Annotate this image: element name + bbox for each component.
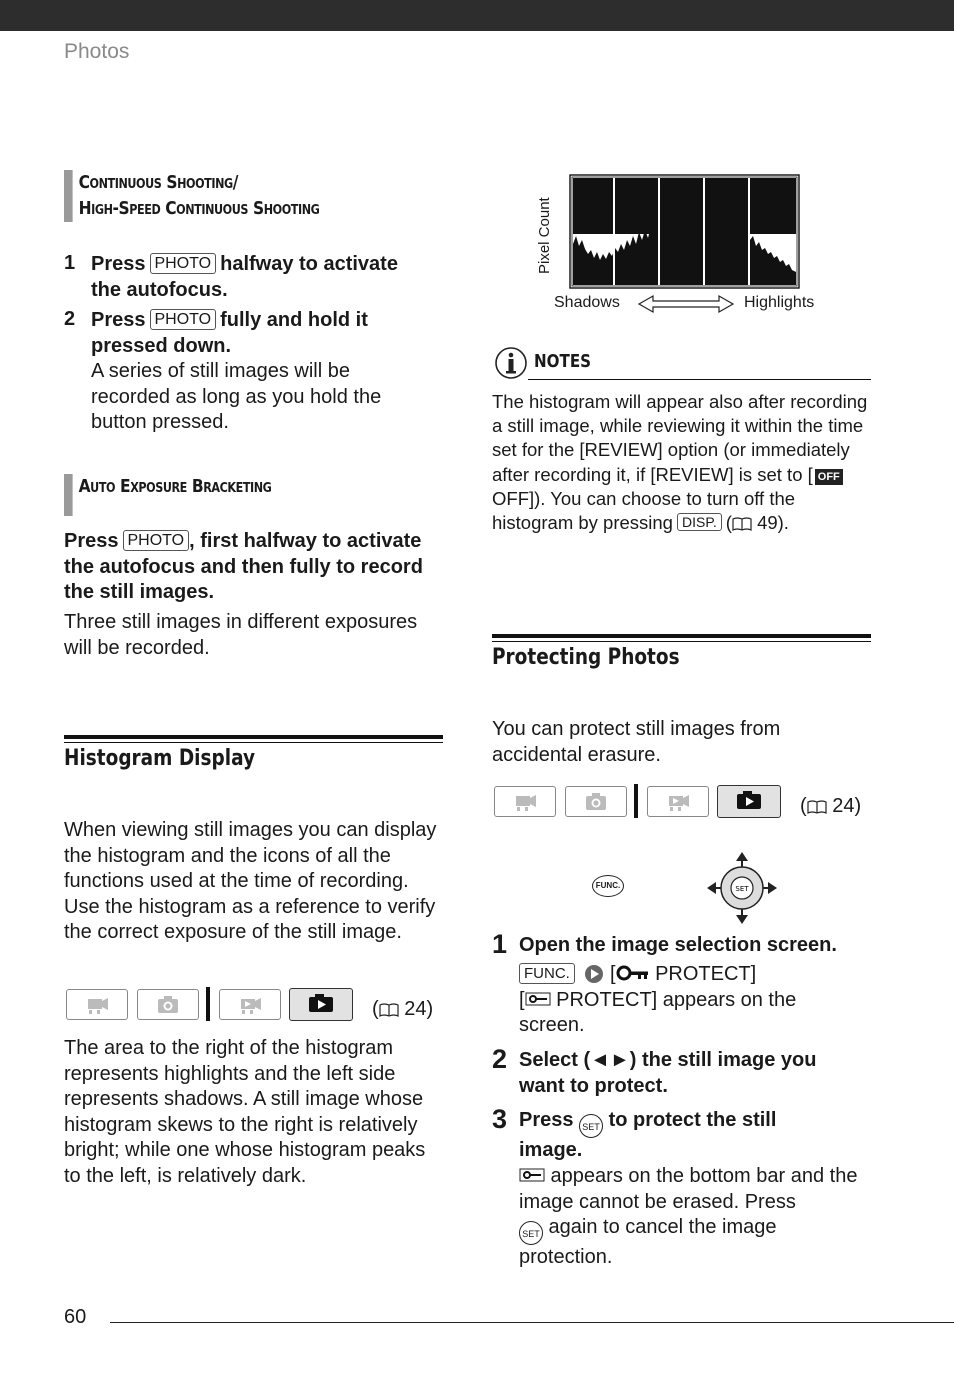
page-number: 60 [64, 1306, 87, 1328]
mode-separator [206, 987, 210, 1021]
aeb-press: Press [64, 530, 119, 552]
photo-record-mode-icon [565, 786, 627, 817]
movie-play-mode-icon [647, 786, 709, 817]
step-number: 1 [492, 929, 508, 959]
set-label: SET [735, 885, 749, 893]
notes-text [492, 390, 872, 535]
step-text: [ [519, 988, 525, 1011]
photo-record-mode-icon [137, 989, 199, 1020]
step-press: Press [91, 309, 146, 331]
func-button-icon: FUNC. [592, 875, 624, 897]
continuous-shooting-heading [64, 170, 319, 222]
top-bar [0, 0, 954, 31]
notes-text-part: ). [777, 512, 789, 534]
histogram-highlights-label: Highlights [744, 294, 815, 311]
step-text: appears on the bottom bar and the image cannot be erased. Press [519, 1165, 858, 1213]
protect-step-3-desc [519, 1164, 859, 1271]
step-text: halfway to activate [220, 253, 398, 275]
movie-record-mode-icon [494, 786, 556, 817]
histogram-graph [569, 174, 801, 290]
notes-text-part: ( [725, 512, 732, 534]
book-icon [379, 1003, 399, 1017]
play-circle-icon [584, 964, 604, 984]
step-text: to protect the still [608, 1109, 777, 1131]
histogram-section-title: Histogram Display [64, 746, 256, 771]
protect-intro: You can protect still images from accidental erasure. [492, 718, 781, 766]
step-text: image. [519, 1139, 583, 1161]
aeb-text: activate the autofocus and then fully to record the still images. [64, 530, 423, 603]
mode-separator [634, 784, 638, 818]
book-icon [732, 517, 752, 531]
aeb-description: Three still images in different exposures will be recorded. [64, 611, 418, 659]
step-number: 2 [492, 1044, 508, 1074]
key-icon [616, 965, 650, 981]
section-rule [492, 641, 871, 642]
heading-line-2: High-Speed Continuous Shooting [78, 198, 320, 219]
notes-title: NOTES [534, 351, 592, 372]
double-arrow-icon [637, 294, 735, 314]
step-text: fully and hold it [220, 309, 368, 331]
key-icon [525, 991, 551, 1007]
protect-step-3-title [519, 1108, 859, 1164]
step-number: 1 [64, 252, 76, 274]
notes-text-part: The histogram will appear also after recording a still image, while reviewing it within the time set for the [REVIEW] option (or immediately after recording it, if [REVIEW] is set to [ [492, 391, 868, 485]
page-ref-number: 24 [404, 998, 427, 1020]
continuous-step-2 [91, 308, 446, 436]
disp-key: DISP. [677, 513, 722, 531]
histogram-description: The area to the right of the histogram represents highlights and the left side represents shadows. A still image whose histogram skews to the right is relatively bright; while one whose histogram peaks to the left, is relatively dark. [64, 1037, 426, 1187]
photo-play-mode-icon [289, 988, 353, 1021]
photo-key: PHOTO [150, 309, 217, 330]
set-button-icon: SET [519, 1221, 543, 1245]
movie-record-mode-icon [66, 989, 128, 1020]
aeb-instruction [64, 529, 444, 606]
protect-step-1-title: Open the image selection screen. [519, 934, 837, 956]
func-key: FUNC. [519, 963, 575, 984]
step-text: [ [609, 963, 616, 985]
key-icon [519, 1167, 545, 1183]
protect-step-2-title: Select (◄►) the still image you want to protect. [519, 1049, 817, 1097]
footer-rule [110, 1322, 954, 1323]
photo-key: PHOTO [150, 253, 217, 274]
photo-key: PHOTO [123, 530, 190, 551]
section-rule [64, 735, 443, 739]
step-press: Press [91, 253, 146, 275]
photo-play-mode-icon [717, 785, 781, 818]
section-rule [64, 742, 443, 743]
step-text: again to cancel the image protection. [519, 1216, 777, 1268]
step-text: the autofocus. [91, 278, 228, 301]
step-press: Press [519, 1109, 574, 1131]
step-number: 2 [64, 308, 76, 330]
section-rule [492, 634, 871, 638]
step-number: 3 [492, 1104, 508, 1134]
aeb-heading [64, 474, 271, 516]
histogram-figure [520, 170, 880, 315]
movie-play-mode-icon [219, 989, 281, 1020]
page-reference: ( 24) [800, 795, 862, 817]
histogram-shadows-label: Shadows [554, 294, 620, 311]
page-ref-number: 24 [832, 795, 855, 817]
book-icon [807, 800, 827, 814]
section-header: Photos [64, 40, 130, 63]
notes-rule [528, 379, 871, 380]
page-reference: ( 24) [372, 998, 434, 1020]
notes-text-part: OFF]). You can choose to turn off the histogram by pressing [492, 487, 796, 534]
continuous-step-1 [91, 252, 446, 303]
histogram-intro: When viewing still images you can display the histogram and the icons of all the functions used at the time of recording. Use the histogram as a reference to verify the correct exposure of the still image. [64, 819, 437, 943]
info-icon [494, 346, 528, 380]
protect-step-1-desc [519, 962, 859, 1039]
step-text: pressed down. [91, 334, 232, 357]
step-text: PROTECT] [649, 963, 757, 985]
step-description: A series of still images will be recorded as long as you hold the button pressed. [91, 360, 382, 433]
aeb-text: , first halfway to [189, 530, 342, 552]
page-ref-number: 49 [757, 512, 778, 534]
protect-section-title: Protecting Photos [492, 645, 680, 670]
step-text: PROTECT] appears on the screen. [519, 988, 797, 1036]
joystick-icon [706, 851, 778, 925]
heading-line-1: Continuous Shooting/ [78, 172, 238, 193]
heading-text: Auto Exposure Bracketing [78, 476, 272, 497]
histogram-y-label: Pixel Count [536, 197, 553, 274]
off-icon: OFF [815, 469, 843, 485]
set-button-icon: SET [579, 1114, 603, 1138]
